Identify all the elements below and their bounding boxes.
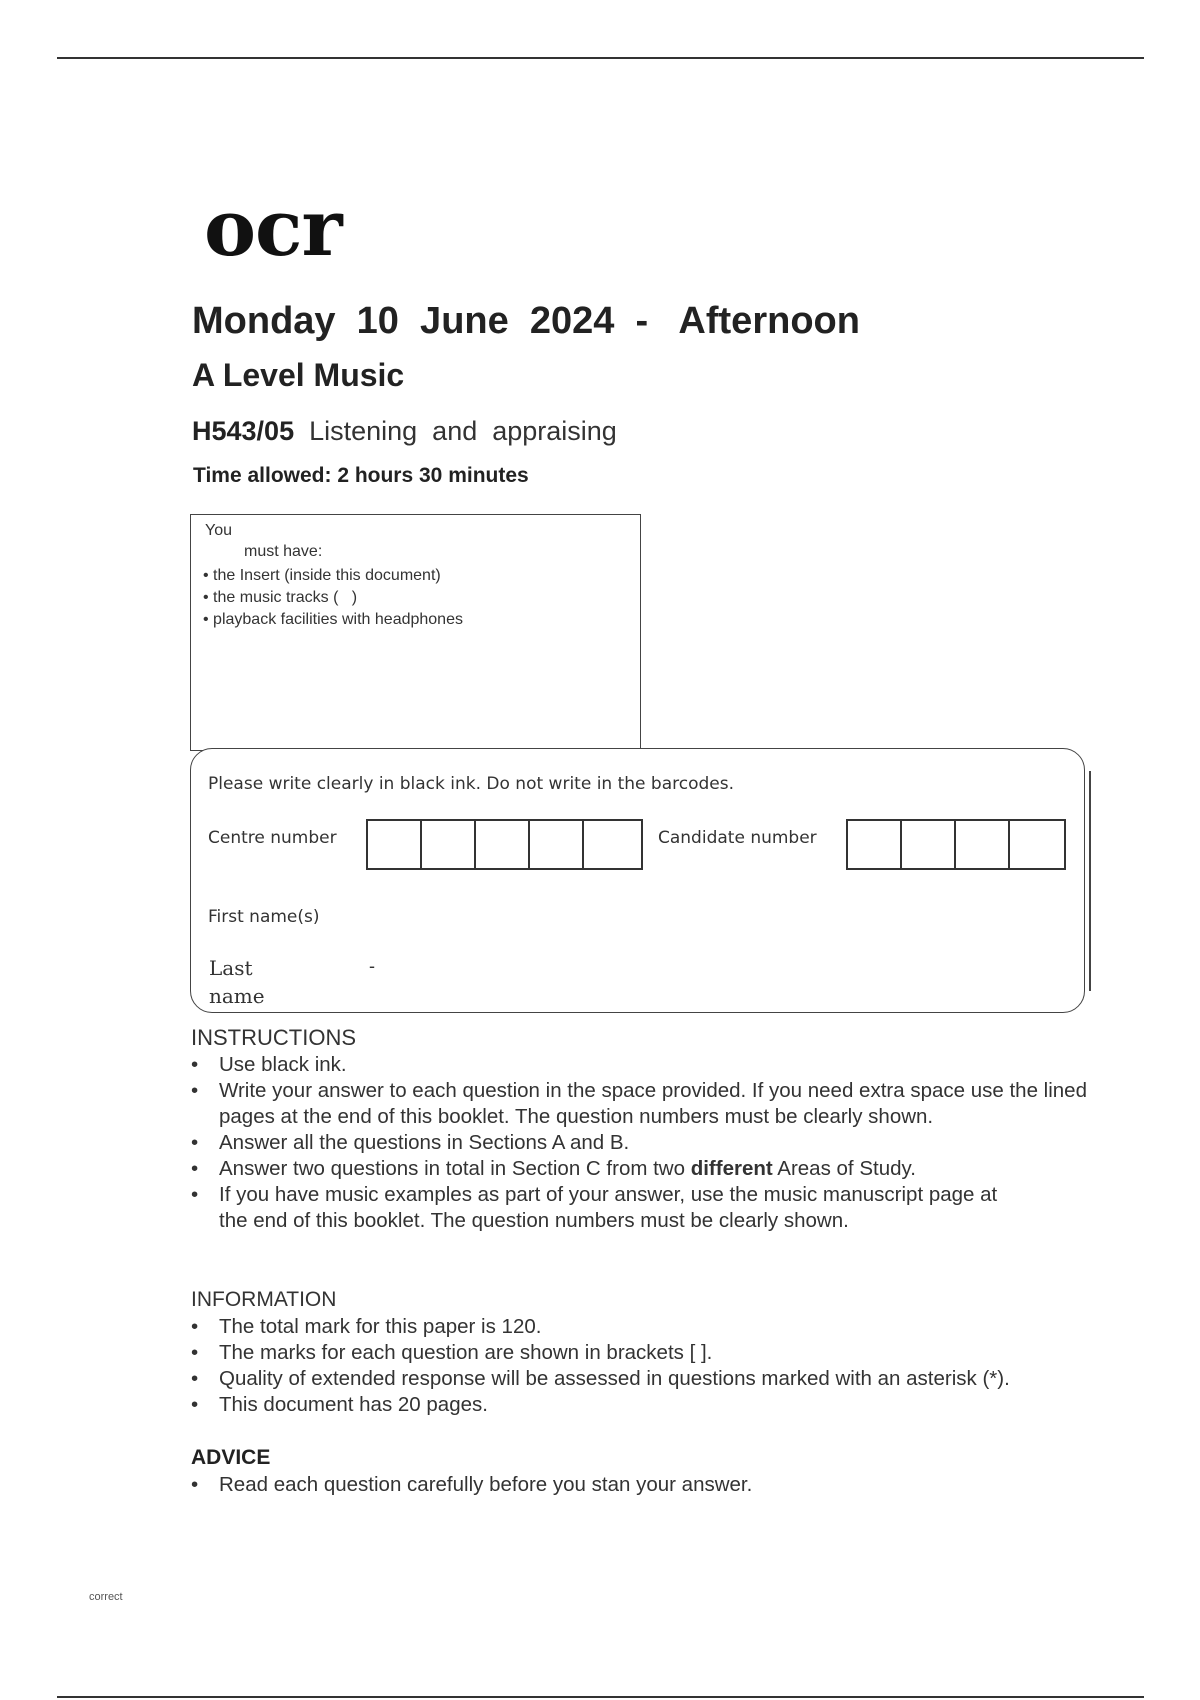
candidate-number-cell[interactable] <box>1010 821 1064 868</box>
instruction-item: • If you have music examples as part of your answer, use the music manuscript page at the end of this booklet. The question numbers must be clearly shown. <box>191 1182 1031 1234</box>
candidate-number-label: Candidate number <box>658 828 817 848</box>
centre-number-cell[interactable] <box>530 821 584 868</box>
must-have-item: • playback facilities with headphones <box>203 609 463 631</box>
last-name-field[interactable]: - <box>369 956 375 976</box>
write-clearly-note: Please write clearly in black ink. Do not write in the barcodes. <box>208 774 734 794</box>
paper-title <box>192 416 617 447</box>
bottom-rule <box>57 1696 1144 1698</box>
instructions-list <box>191 1052 1091 1234</box>
information-item: • The marks for each question are shown in brackets [ ]. <box>191 1340 1141 1366</box>
instruction-item: • Use black ink. <box>191 1052 1091 1078</box>
instruction-item-text: Answer two questions in total in Section C from two <box>219 1157 686 1180</box>
must-have-you: You <box>205 522 232 539</box>
advice-list <box>191 1472 1091 1498</box>
details-box-edge <box>1089 771 1091 991</box>
information-item: • This document has 20 pages. <box>191 1392 1141 1418</box>
centre-number-cell[interactable] <box>476 821 530 868</box>
candidate-number-boxes[interactable] <box>846 819 1066 870</box>
footnote: correct <box>89 1591 123 1603</box>
information-list <box>191 1314 1141 1418</box>
time-allowed: Time allowed: 2 hours 30 minutes <box>193 464 529 487</box>
last-name-label: Last name <box>209 956 265 1008</box>
first-name-label: First name(s) <box>208 907 320 927</box>
ocr-logo: ocr <box>204 183 342 274</box>
must-have-item: • the music tracks ( ) <box>203 587 463 609</box>
instruction-emphasis: different <box>690 1157 773 1180</box>
information-item: • The total mark for this paper is 120. <box>191 1314 1141 1340</box>
exam-date-title: Monday 10 June 2024 - Afternoon <box>192 300 860 342</box>
candidate-details-box <box>190 748 1085 1013</box>
top-rule <box>57 57 1144 59</box>
must-have-label: must have: <box>244 543 323 560</box>
instruction-item: • Answer all the questions in Sections A and B. <box>191 1130 1091 1156</box>
instruction-item: • Write your answer to each question in the space provided. If you need extra space use the lined pages at the end of this booklet. The question numbers must be clearly shown. <box>191 1078 1091 1130</box>
information-heading: INFORMATION <box>191 1288 337 1311</box>
paper-name: Listening and appraising <box>294 416 617 446</box>
must-have-list <box>203 565 463 631</box>
must-have-box <box>190 514 641 751</box>
centre-number-label: Centre number <box>208 828 337 848</box>
candidate-number-cell[interactable] <box>848 821 902 868</box>
instruction-item <box>191 1156 1091 1182</box>
instruction-item-tail: Areas of Study. <box>772 1157 916 1180</box>
subject-title: A Level Music <box>192 357 405 393</box>
instructions-heading: INSTRUCTIONS <box>191 1025 356 1050</box>
centre-number-cell[interactable] <box>422 821 476 868</box>
paper-code: H543/05 <box>192 416 295 446</box>
centre-number-cell[interactable] <box>584 821 638 868</box>
advice-item: • Read each question carefully before you stan your answer. <box>191 1472 1091 1498</box>
centre-number-boxes[interactable] <box>366 819 643 870</box>
centre-number-cell[interactable] <box>368 821 422 868</box>
candidate-number-cell[interactable] <box>902 821 956 868</box>
information-item: • Quality of extended response will be assessed in questions marked with an asterisk (*). <box>191 1366 1141 1392</box>
advice-heading: ADVICE <box>191 1446 271 1469</box>
candidate-number-cell[interactable] <box>956 821 1010 868</box>
must-have-item: • the Insert (inside this document) <box>203 565 463 587</box>
